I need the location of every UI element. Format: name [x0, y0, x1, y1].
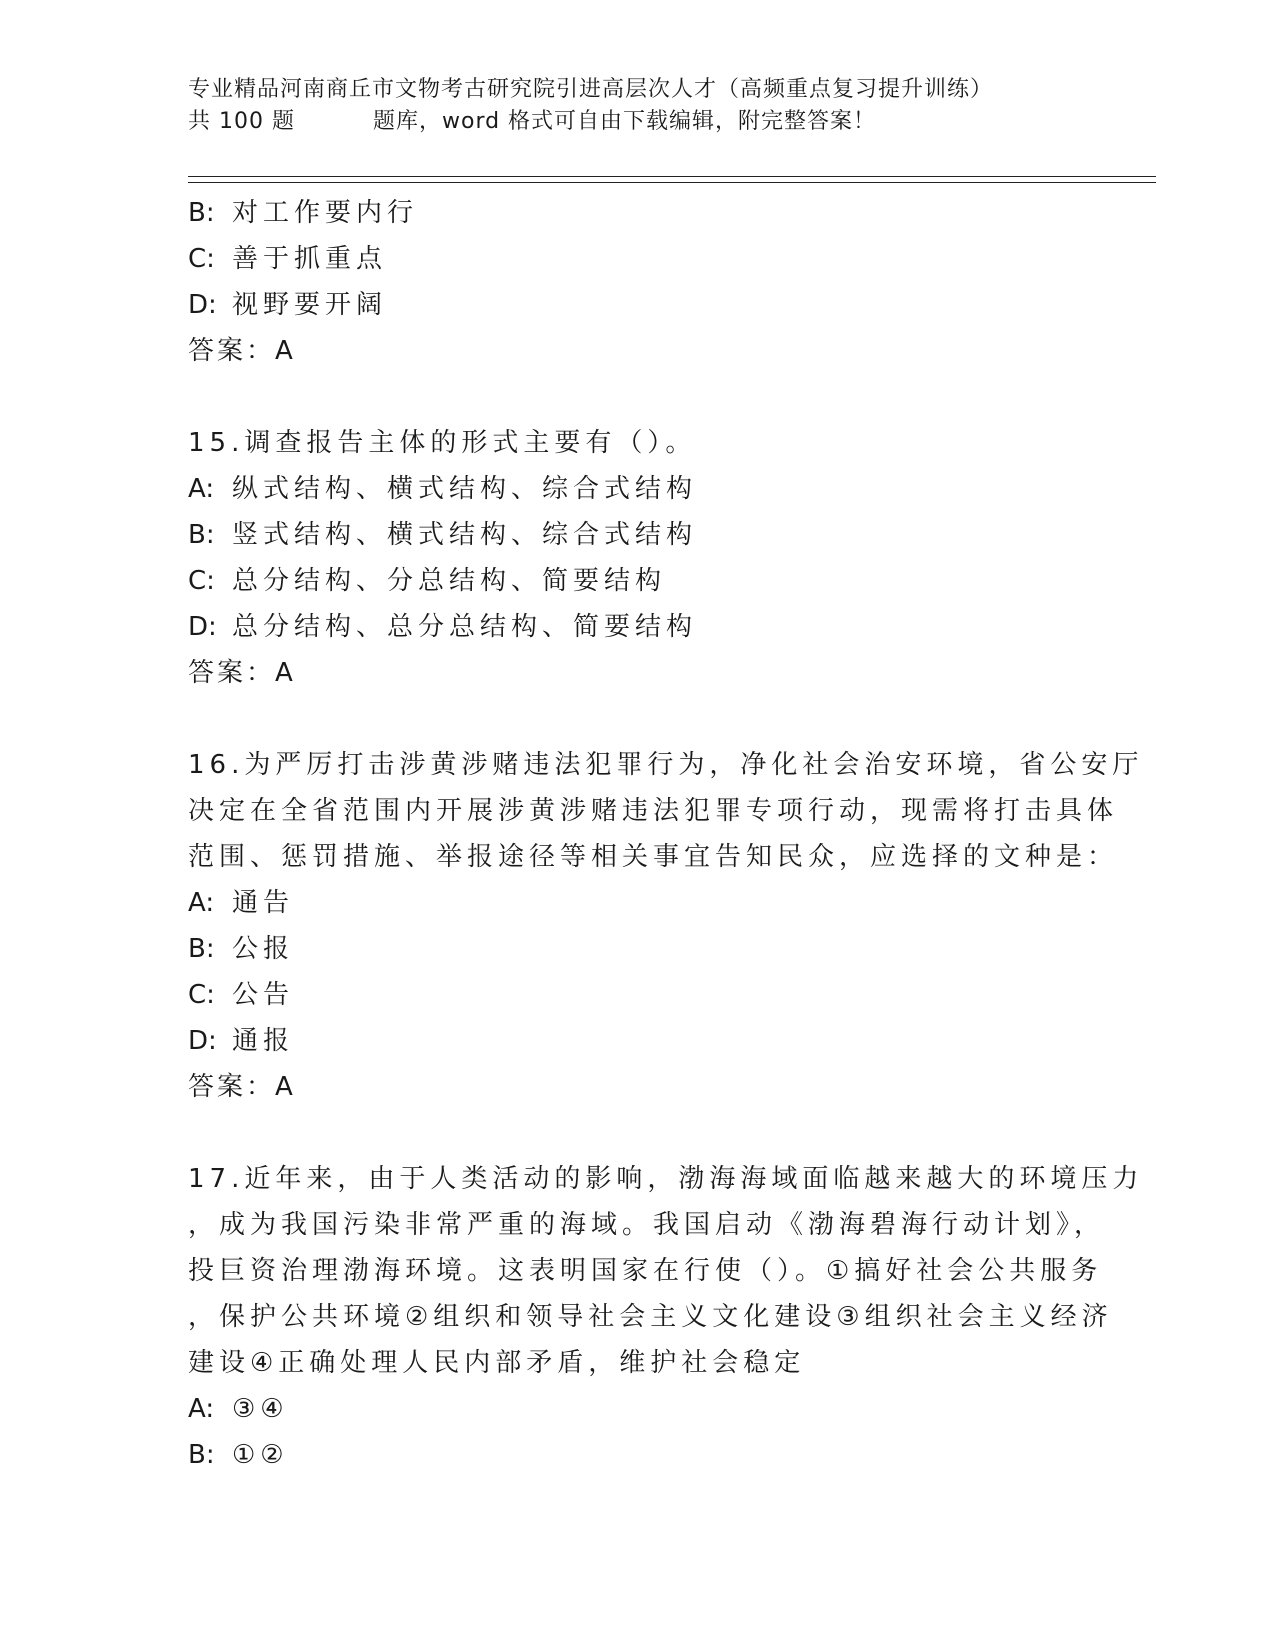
- question-16: [188, 742, 1144, 1110]
- option-d: D: 视野要开阔: [188, 290, 388, 320]
- option-c: C: 总分结构、分总结构、简要结构: [188, 566, 667, 596]
- question-stem: 17.近年来，由于人类活动的影响，渤海海域面临越来越大的环境压力 ，成为我国污染非常严重的海域。我国启动《渤海碧海行动计划》， 投巨资治理渤海环境。这表明国家在行使（）。①搞好社会公共服务 ，保护公共环境②组织和领导社会主义文化建设③组织社会主义经济 建设④正确处理人民内部矛盾，维护社会稳定: [188, 1164, 1144, 1378]
- option-a: A: ③④: [188, 1394, 289, 1424]
- answer-line: 答案：A: [188, 658, 296, 688]
- option-c: C: 公告: [188, 980, 295, 1010]
- option-c: C: 善于抓重点: [188, 244, 388, 274]
- option-b: B: ①②: [188, 1440, 289, 1470]
- question-14: [188, 190, 1088, 374]
- question-count: 共 100 题: [188, 109, 295, 134]
- header-divider-top: [188, 176, 1156, 177]
- header-note: 题库，word 格式可自由下载编辑，附完整答案！: [372, 109, 877, 134]
- question-list: [188, 190, 1144, 1478]
- header-subtitle: [188, 106, 1148, 138]
- header-divider-bottom: [188, 182, 1156, 183]
- answer-line: 答案：A: [188, 336, 296, 366]
- question-stem: 15.调查报告主体的形式主要有（）。: [188, 428, 697, 458]
- option-b: B: 对工作要内行: [188, 198, 419, 228]
- option-d: D: 总分结构、总分总结构、简要结构: [188, 612, 698, 642]
- option-d: D: 通报: [188, 1026, 295, 1056]
- question-17: [188, 1156, 1144, 1478]
- page-header: [188, 74, 1148, 138]
- option-b: B: 公报: [188, 934, 295, 964]
- option-a: A: 纵式结构、横式结构、综合式结构: [188, 474, 698, 504]
- option-a: A: 通告: [188, 888, 295, 918]
- question-stem: 16.为严厉打击涉黄涉赌违法犯罪行为，净化社会治安环境，省公安厅 决定在全省范围内开展涉黄涉赌违法犯罪专项行动，现需将打击具体 范围、惩罚措施、举报途径等相关事宜告知民众，应选择的文种是：: [188, 750, 1144, 872]
- answer-line: 答案：A: [188, 1072, 296, 1102]
- option-b: B: 竖式结构、横式结构、综合式结构: [188, 520, 698, 550]
- question-15: [188, 420, 1088, 696]
- header-title: 专业精品河南商丘市文物考古研究院引进高层次人才（高频重点复习提升训练）: [188, 77, 994, 102]
